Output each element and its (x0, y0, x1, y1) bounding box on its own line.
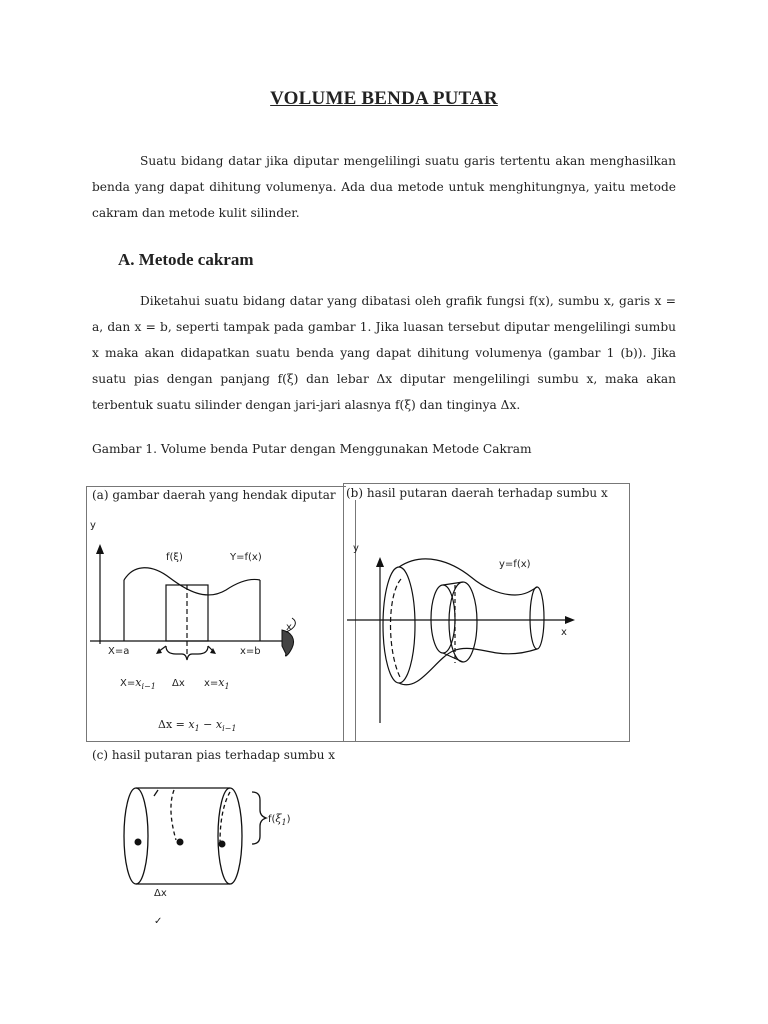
panel-a-xcur-label: x=x1 (204, 676, 230, 691)
cylinder-radius-brace (252, 792, 266, 844)
panel-b-y-arrow (376, 557, 384, 567)
solid-bottom-curve (399, 648, 537, 684)
panel-b-diagram (343, 483, 628, 740)
panel-c-f-label: f(ξ1) (268, 812, 291, 827)
panel-a-label: (a) gambar daerah yang hendak diputar (92, 488, 336, 502)
panel-c-mark: ✓ (154, 916, 163, 927)
panel-a-formula: Δx = x1 − xi−1 (158, 718, 237, 733)
strip-disk-2 (449, 582, 477, 662)
intro-paragraph: Suatu bidang datar jika diputar mengelilingi suatu garis tertentu akan menghasilkan benda yang dapat dihitung volumenya. Ada dua metode untuk menghitungnya, yaitu metode cakram dan metode kulit silinder. (92, 154, 676, 220)
solid-left-dash (391, 579, 402, 679)
panel-b-yfx-label: y=f(x) (499, 559, 531, 570)
panel-b-y-label: y (353, 543, 359, 554)
page-title: VOLUME BENDA PUTAR (270, 88, 498, 109)
section-heading: A. Metode cakram (118, 250, 254, 269)
panel-a-x-label: x (286, 622, 292, 633)
panel-c-diagram (110, 786, 310, 946)
cylinder-right-end (218, 788, 242, 884)
panel-a-dx-label: Δx (172, 678, 185, 689)
panel-a-curve (124, 568, 260, 595)
panel-a-y-arrow (96, 544, 104, 554)
panel-c-dx-label: Δx (154, 888, 167, 899)
panel-a-xb-label: x=b (240, 646, 261, 657)
panel-a-xa-label: X=a (108, 646, 130, 657)
cylinder-dot-2 (177, 839, 184, 846)
cylinder-dot-3 (219, 841, 226, 848)
panel-a-xprev-label: X=xi−1 (120, 676, 156, 691)
panel-b-label: (b) hasil putaran daerah terhadap sumbu x (346, 486, 608, 500)
cylinder-left-end (124, 788, 148, 884)
panel-a-y-label: y (90, 520, 96, 531)
panel-a-fxi-label: f(ξ) (166, 552, 183, 563)
panel-a-diagram (86, 486, 354, 740)
solid-left-disk (383, 567, 415, 683)
panel-c-label: (c) hasil putaran pias terhadap sumbu x (92, 748, 336, 762)
figure-caption: Gambar 1. Volume benda Putar dengan Menggunakan Metode Cakram (92, 442, 532, 456)
rotation-arrow-icon (282, 630, 294, 656)
solid-right-disk (530, 587, 544, 649)
cylinder-dot-1 (135, 839, 142, 846)
section-paragraph: Diketahui suatu bidang datar yang dibatasi oleh grafik fungsi f(x), sumbu x, garis x = a, dan x = b, seperti tampak pada gambar 1. Jika luasan tersebut diputar mengelilingi sumbu x maka akan didapatkan suatu benda yang dapat dihitung volumenya (gambar 1 (b)). Jika suatu pias dengan panjang f(ξ) dan lebar Δx diputar mengelilingi sumbu x, maka akan terbentuk suatu silinder dengan jari-jari alasnya f(ξ) dan tinginya Δx. (92, 294, 676, 412)
panel-b-x-arrow (565, 616, 575, 624)
panel-b-x-label: x (561, 627, 567, 638)
panel-a-yfx-label: Y=f(x) (230, 552, 262, 563)
